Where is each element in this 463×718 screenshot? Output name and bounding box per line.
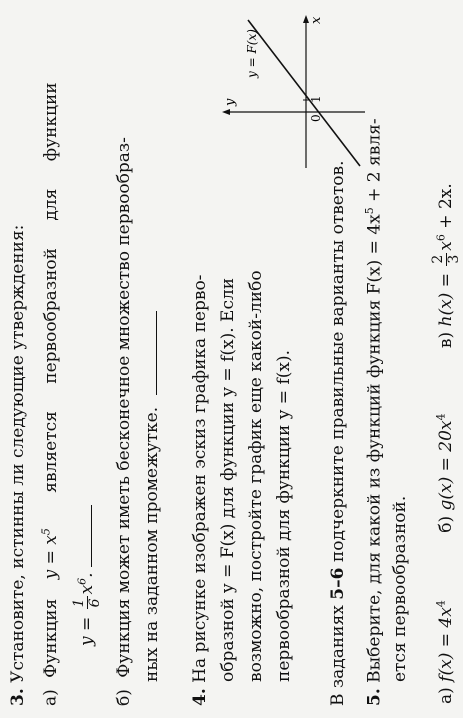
task3-heading: Установите, истинны ли следующие утверждения: bbox=[8, 224, 28, 683]
task3a-line2 bbox=[64, 505, 103, 646]
task4-text1: На рисунке изображен эскиз графика перво- bbox=[190, 274, 210, 683]
task5-options bbox=[424, 183, 462, 704]
task3a-answer-blank[interactable] bbox=[91, 505, 92, 567]
task3-number: 3. bbox=[8, 688, 28, 706]
task3-heading-line bbox=[8, 225, 28, 706]
task4-number: 4. bbox=[190, 688, 210, 706]
task3a-formula: $y = x^5$ bbox=[39, 528, 61, 580]
task3a-line1 bbox=[36, 82, 61, 706]
task4-line1 bbox=[190, 275, 210, 706]
task3a-text1: Функция bbox=[40, 598, 61, 678]
task5-text1: Выберите, для какой из функций функция F(x) = 4x bbox=[364, 214, 385, 683]
task3b-text2: ных на заданном промежутке. bbox=[142, 406, 162, 682]
instruction-suffix: подчеркните правильные варианты ответов. bbox=[328, 160, 348, 563]
antiderivative-graph bbox=[220, 10, 370, 170]
graph-y-arrow bbox=[222, 109, 230, 115]
task3b-answer-blank[interactable] bbox=[156, 311, 157, 395]
graph-curve-label: y = F(x) bbox=[245, 29, 259, 78]
option-b[interactable]: б) $g(x) = 20x^4$ bbox=[434, 413, 456, 533]
task3a-label: а) bbox=[40, 689, 61, 706]
task4-line4: первообразной для функции y = f(x). bbox=[274, 350, 294, 682]
option-c[interactable]: в) h(x) = 2 3 $x^6 + 2x$. bbox=[429, 183, 462, 349]
task5-number: 5. bbox=[364, 688, 385, 706]
instruction-range: 5–6 bbox=[328, 567, 348, 600]
option-a[interactable]: а) $f(x) = 4x^4$ bbox=[434, 600, 456, 704]
graph-x-label: x bbox=[309, 16, 324, 24]
task3a-formula2: y = 1 6 $x^6$. bbox=[70, 567, 103, 646]
task3b-line2 bbox=[142, 311, 162, 682]
task3a-text2: является первообразной для функции bbox=[40, 82, 61, 493]
graph-origin-label: 0 bbox=[309, 114, 323, 122]
instruction-line bbox=[328, 161, 348, 706]
task3b-text1: Функция может иметь бесконечное множество первообраз- bbox=[114, 137, 134, 678]
task4-line2: образной y = F(x) для функции y = f(x). Если bbox=[218, 277, 238, 682]
task5-line1 bbox=[360, 118, 385, 706]
task5-line2: ется первообразной. bbox=[390, 495, 410, 682]
task3a-fraction: 1 6 bbox=[70, 598, 103, 608]
instruction-prefix: В заданиях bbox=[328, 605, 348, 706]
task3b-label: б) bbox=[114, 689, 134, 706]
graph-curve-F bbox=[248, 20, 360, 166]
task4-line3: возможно, постройте график еще какой-либо bbox=[246, 270, 266, 682]
graph-tick-label: 1 bbox=[309, 95, 323, 103]
task5-exp: 5 bbox=[363, 207, 376, 215]
task5-text1-tail: + 2 явля- bbox=[364, 118, 385, 202]
task3b-line1 bbox=[114, 137, 134, 706]
graph-y-label: y bbox=[223, 98, 238, 106]
